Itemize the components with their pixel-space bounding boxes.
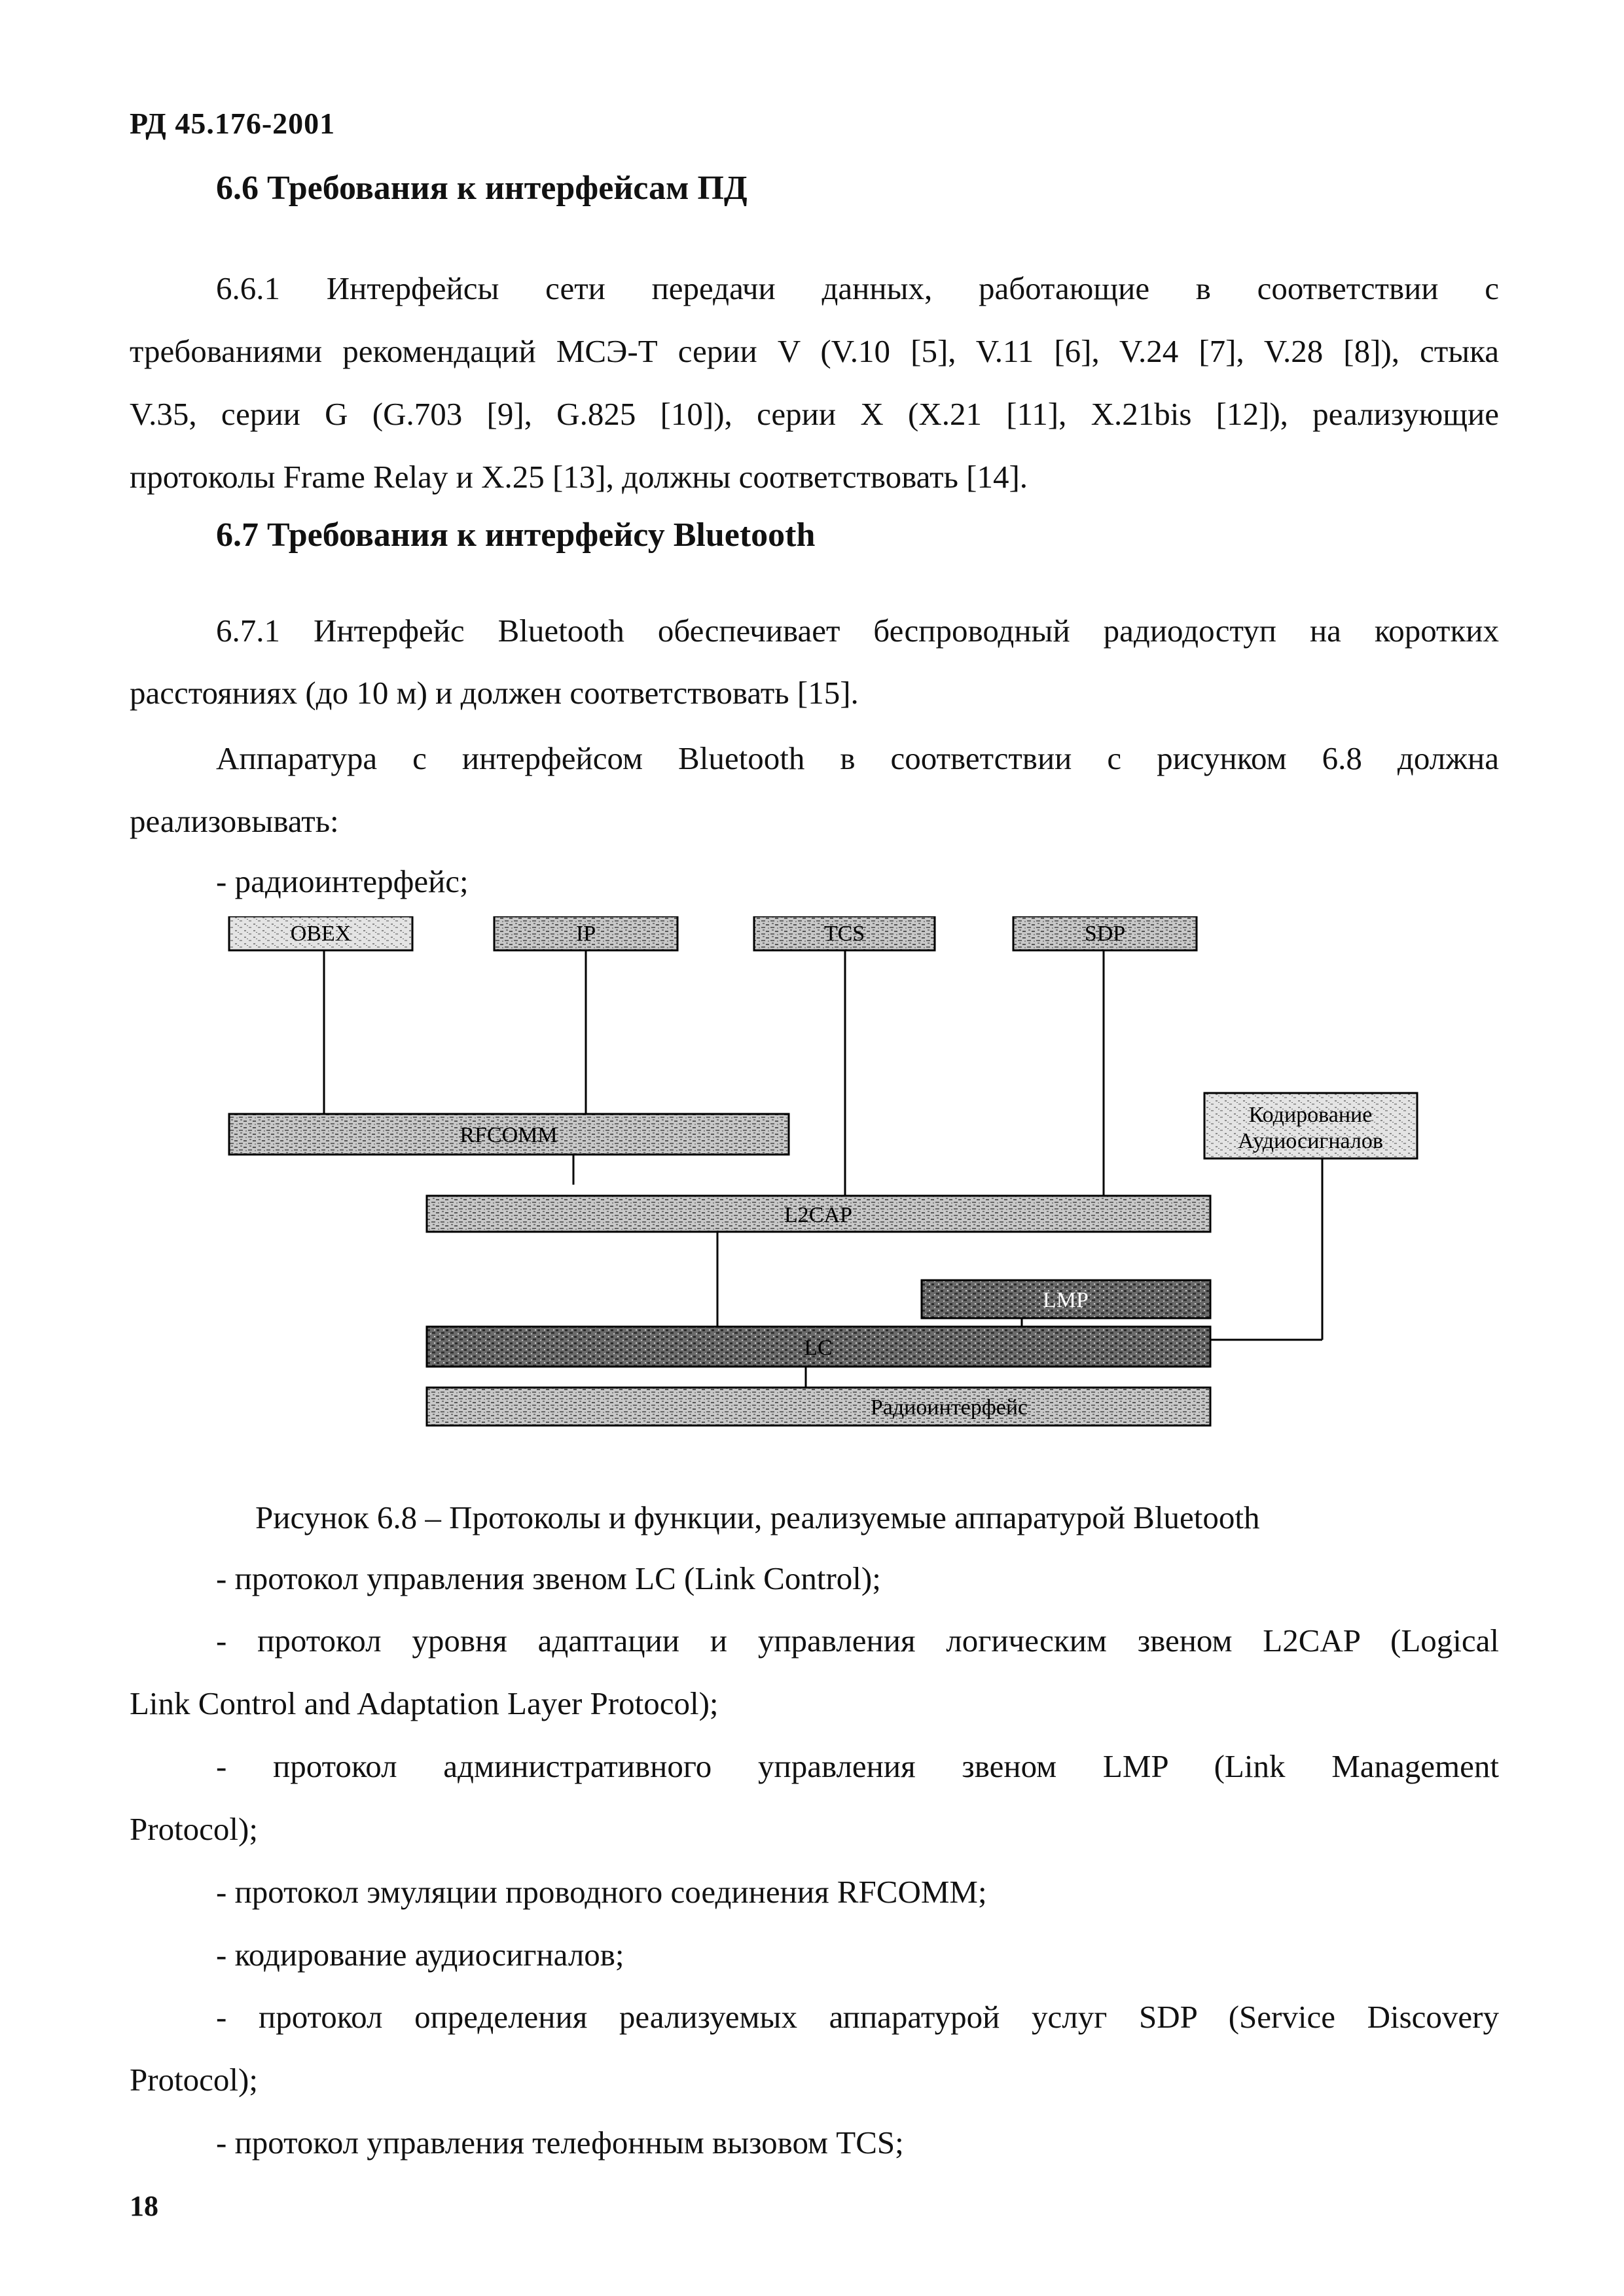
radio-interface-box (427, 1388, 1210, 1426)
svg-text:Кодирование: Кодирование (1248, 1103, 1373, 1127)
list-item: - протокол административного управления звеном LMP (Link Management (216, 1748, 1499, 1784)
svg-text:OBEX: OBEX (290, 922, 352, 946)
figure-caption: Рисунок 6.8 – Протоколы и функции, реализуемые аппаратурой Bluetooth (255, 1499, 1260, 1535)
svg-text:RFCOMM: RFCOMM (460, 1123, 558, 1147)
rfcomm-box (229, 1114, 789, 1155)
list-item-continuation: Protocol); (130, 2062, 258, 2098)
page-number: 18 (130, 2190, 158, 2222)
list-item: - радиоинтерфейс; (216, 863, 469, 899)
connector-lines (324, 950, 1322, 1388)
paragraph-line: протоколы Frame Relay и X.25 [13], должны соответствовать [14]. (130, 459, 1028, 495)
svg-text:LC: LC (804, 1336, 833, 1360)
ip-box (494, 916, 677, 950)
lmp-box (922, 1280, 1210, 1318)
paragraph-line: 6.6.1 Интерфейсы сети передачи данных, работающие в соответствии с (216, 270, 1499, 306)
obex-box (229, 916, 412, 950)
svg-text:IP: IP (575, 922, 596, 946)
audio-coding-box (1204, 1093, 1417, 1158)
figure-bluetooth-stack (216, 916, 1440, 1460)
section-heading-6-6: 6.6 Требования к интерфейсам ПД (216, 170, 748, 207)
section-heading-6-7: 6.7 Требования к интерфейсу Bluetooth (216, 516, 816, 554)
sdp-box (1013, 916, 1197, 950)
list-item: - кодирование аудиосигналов; (216, 1937, 624, 1973)
paragraph-line: реализовывать: (130, 803, 339, 839)
svg-text:SDP: SDP (1084, 922, 1126, 946)
paragraph-line: V.35, серии G (G.703 [9], G.825 [10]), серии X (X.21 [11], X.21bis [12]), реализующие (130, 396, 1499, 432)
paragraph-line: Аппаратура с интерфейсом Bluetooth в соответствии с рисунком 6.8 должна (216, 740, 1499, 776)
list-item: - протокол эмуляции проводного соединения RFCOMM; (216, 1874, 987, 1910)
svg-text:Аудиосигналов: Аудиосигналов (1238, 1129, 1383, 1153)
document-code: РД 45.176-2001 (130, 107, 336, 140)
l2cap-box (427, 1196, 1210, 1232)
paragraph-line: расстояниях (до 10 м) и должен соответствовать [15]. (130, 675, 859, 711)
svg-text:TCS: TCS (823, 922, 865, 946)
list-item: - протокол уровня адаптации и управления логическим звеном L2CAP (Logical (216, 1623, 1499, 1659)
svg-text:Радиоинтерфейс: Радиоинтерфейс (870, 1395, 1028, 1420)
list-item: - протокол определения реализуемых аппаратурой услуг SDP (Service Discovery (216, 1999, 1499, 2035)
tcs-box (754, 916, 935, 950)
list-item: - протокол управления телефонным вызовом TCS; (216, 2125, 904, 2161)
paragraph-line: 6.7.1 Интерфейс Bluetooth обеспечивает беспроводный радиодоступ на коротких (216, 613, 1499, 649)
list-item-continuation: Link Control and Adaptation Layer Protocol); (130, 1685, 719, 1721)
lc-box (427, 1327, 1210, 1367)
paragraph-line: требованиями рекомендаций МСЭ-Т серии V (V.10 [5], V.11 [6], V.24 [7], V.28 [8]), стыка (130, 333, 1499, 369)
list-item-continuation: Protocol); (130, 1811, 258, 1847)
list-item: - протокол управления звеном LC (Link Control); (216, 1560, 881, 1596)
svg-text:LMP: LMP (1043, 1288, 1089, 1312)
svg-text:L2CAP: L2CAP (784, 1203, 852, 1227)
